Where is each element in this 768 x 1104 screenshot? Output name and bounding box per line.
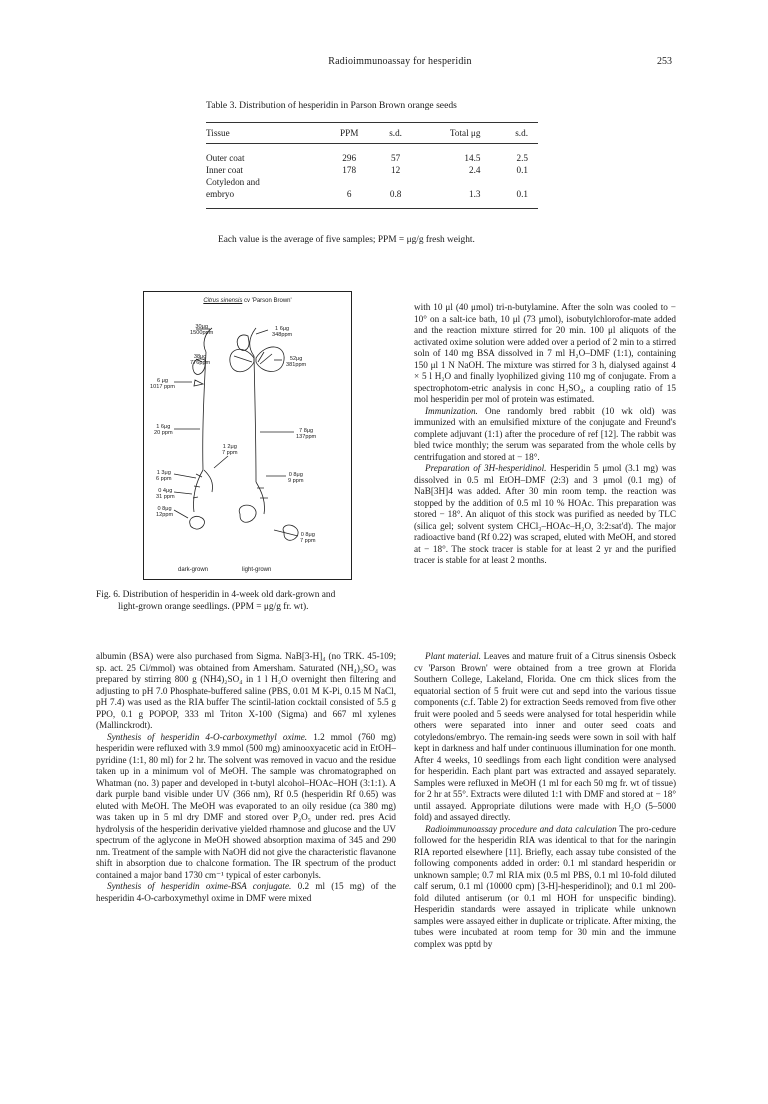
dark-root bbox=[193, 470, 203, 512]
sd2-cell: 2.5 bbox=[516, 153, 528, 163]
paragraph-ria-procedure bbox=[414, 824, 676, 951]
leader-line bbox=[174, 510, 188, 518]
label-dark-upper-leaf bbox=[190, 354, 210, 366]
label-ppm: 7 ppm bbox=[300, 538, 316, 544]
paragraph-preparation bbox=[414, 463, 676, 567]
text-synthesis-oxime: 1.2 mmol (760 mg) hesperidin were refluxed with 3.9 mmol (500 mg) aminooxyacetic acid in EtOH–pyridine (1:1, 80 ml) for 2 hr. The solvent was removed in vacuo and the residue taken up in a minimum vol of MeOH. The sample was chromatographed on Whatman (no. 3) paper and developed in t-butyl alcohol–HOAc–HOH (3:1:1). A dark purple band visible under UV (366 nm), Rf 0.5 (hesperidin Rf 0.65) was eluted with MeOH. The MeOH was evaporated to an oily residue (ca 380 mg) was taken up in 5 ml dry DMF and stored over P₂O₅ under red. pres Acid hydrolysis of the hesperidin derivative yielded rhamnose and glucose and the UV spectrum of the aglycone in MeOH showed absorption maxima of 345 and 290 nm. Treatment of the sample with NaOH did not give the characteristic flavanone shift in absorption due to chalcone formation. The IR spectrum of the product contained a major band 1730 cm⁻¹ typical of ester carbonyls. bbox=[96, 731, 396, 880]
label-amount: 1 6μg bbox=[156, 424, 171, 430]
total-cell: 2.4 bbox=[468, 165, 481, 175]
right-column-bottom bbox=[414, 651, 676, 950]
label-ppm: 1500ppm bbox=[190, 330, 214, 336]
label-light-top bbox=[272, 326, 292, 338]
sd2-cell: 0.1 bbox=[516, 165, 528, 175]
ppm-cell: 6 bbox=[324, 188, 373, 209]
label-dark-stem-mid bbox=[154, 424, 173, 436]
leader-line bbox=[214, 456, 228, 468]
paragraph-conjugate-cont: with 10 μl (40 μmol) tri-n-butylamine. After the soln was cooled to − 10° on a salt-ice bath, 10 μl (73 μmol), isobutylchlorofor-mate added and the reaction mixture stirred for 20 min. 100 μl aliquots of the activated oxime solution were added over a period of 2 min to a stirred soln of 140 mg BSA dissolved in 7 ml H₂O–DMF (1:1), containing 150 μl 1 N NaOH. The mixture was stirred for 3 h, dialysed against 4 × 5 l H₂O and finally lyophilized giving 110 mg of conjugate. From a spectrophotom-etric analysis in conc H₂SO₄, a coupling ratio of 15 mol hesperidin per mol of protein was estimated. bbox=[414, 302, 676, 404]
ppm-cell bbox=[324, 176, 373, 188]
label-amount: 38μg bbox=[193, 354, 207, 360]
sd2-cell bbox=[488, 176, 538, 188]
light-leaf-left bbox=[230, 349, 254, 371]
heading-ria-procedure: Radioimmunoassay procedure and data calculation bbox=[425, 823, 617, 834]
right-column-top bbox=[414, 302, 676, 567]
table-caption: Table 3. Distribution of hesperidin in Parson Brown orange seeds bbox=[206, 100, 457, 111]
label-dark-seed bbox=[156, 506, 173, 518]
light-stem bbox=[254, 356, 256, 482]
total-cell: 1.3 bbox=[417, 188, 488, 209]
label-light-stem bbox=[296, 428, 316, 440]
table-row bbox=[206, 176, 538, 188]
ppm-cell: 178 bbox=[342, 165, 357, 175]
sd2-cell: 0.1 bbox=[488, 188, 538, 209]
label-amount: 1 6μg bbox=[275, 326, 290, 332]
label-amount: 7 8μg bbox=[299, 428, 314, 434]
figure-title-cultivar: cv 'Parson Brown' bbox=[244, 298, 292, 304]
paragraph-materials: albumin (BSA) were also purchased from Sigma. NaB[3-H]₄ (no TRK. 45-109; sp. act. 25 Ci/mmol) was obtained from Amersham. Saturated (NH₄)₂SO₄ was prepared by stirring 800 g (NH4)₂SO₄ in 1 l H₂O overnight then filtering and adjusting to pH 7.0 Phosphate-buffered saline (PBS, 0.01 M K-Pi, 0.15 M NaCl, pH 7.4) was used as the RIA buffer The scintil-lation cocktail consisted of 5.5 g PPO, 0.1 g POPOP, 333 ml Triton X-100 (Sigma) and 667 ml xylenes (Mallinckrodt). bbox=[96, 651, 396, 730]
tissue-cell: Outer coat bbox=[206, 153, 245, 163]
label-ppm: 348ppm bbox=[272, 332, 293, 338]
label-ppm: 9 ppm bbox=[288, 478, 304, 484]
label-dark-top bbox=[190, 324, 213, 336]
heading-synthesis-conjugate: Synthesis of hesperidin oxime-BSA conjugate. bbox=[107, 881, 292, 891]
label-amount: 0 8μg bbox=[300, 532, 315, 538]
left-column bbox=[96, 651, 396, 904]
label-amount: 0 8μg bbox=[157, 506, 172, 512]
light-leaf-right bbox=[256, 347, 284, 372]
label-amount: 1 3μg bbox=[156, 470, 171, 476]
figure-caption-line1: Fig. 6. Distribution of hesperidin in 4-week old dark-grown and bbox=[96, 590, 336, 600]
sd-cell: 0.8 bbox=[374, 188, 417, 209]
dark-stem bbox=[203, 352, 206, 470]
table-row bbox=[206, 144, 538, 165]
table-row bbox=[206, 164, 538, 176]
leader-line bbox=[274, 530, 298, 536]
label-ppm: 12ppm bbox=[156, 512, 174, 518]
label-dark-stem-upper bbox=[150, 378, 175, 390]
leader-line bbox=[174, 474, 196, 478]
paragraph-synthesis-conjugate bbox=[96, 881, 396, 904]
label-light-leaf bbox=[286, 356, 306, 368]
label-dark-root-top bbox=[156, 470, 172, 482]
table-row bbox=[206, 188, 538, 209]
label-dark-grown: dark-grown bbox=[178, 567, 209, 573]
distribution-table bbox=[206, 122, 538, 209]
label-dark-root-mid bbox=[156, 488, 175, 500]
sd-cell: 57 bbox=[391, 153, 401, 163]
dark-root-branch bbox=[204, 470, 213, 492]
light-leaf-veins bbox=[234, 352, 272, 364]
heading-synthesis-oxime: Synthesis of hesperidin 4-O-carboxymethyl oxime. bbox=[107, 731, 308, 742]
col-header: Tissue bbox=[206, 123, 324, 144]
figure-seedlings bbox=[143, 291, 352, 580]
page-number: 253 bbox=[657, 56, 672, 67]
col-header: s.d. bbox=[488, 123, 538, 144]
table-footnote: Each value is the average of five samples; PPM = μg/g fresh weight. bbox=[218, 235, 475, 245]
tissue-cell: Inner coat bbox=[206, 165, 243, 175]
col-header: PPM bbox=[324, 123, 373, 144]
label-light-root bbox=[288, 472, 304, 484]
label-ppm: 381ppm bbox=[286, 362, 307, 368]
running-title: Radioimmunoassay for hesperidin bbox=[328, 56, 472, 67]
tissue-cell: embryo bbox=[206, 188, 324, 209]
col-header: s.d. bbox=[374, 123, 417, 144]
figure-caption bbox=[96, 589, 396, 613]
heading-immunization: Immunization. bbox=[425, 405, 478, 416]
label-ppm: 1017 ppm bbox=[150, 384, 175, 390]
label-amount: 6 μg bbox=[156, 378, 168, 384]
figure-title-species: Citrus sinensis bbox=[203, 298, 243, 304]
paragraph-immunization bbox=[414, 406, 676, 464]
text-preparation: Hesperidin 5 μmol (3.1 mg) was dissolved in 0.5 ml EtOH–DMF (2:3) and 3 μmol (0.1 mg) of NaB[3H]4 was added. After 30 min room temp. the reaction was stopped by the addition of 0.5 ml 10 % HOAc. This preparation was stored − 18°. An aliquot of this stock was purified as needed by TLC (silica gel; solvent system CHCl₃–HOAc–H₂O, 3:2:sat'd). The major radioactive band (Rf 0.22) was scraped, eluted with MeOH, and stored at − 18°. The stock tracer is stable for at least 2 yr and the purified tracer is stable for at least 2 months. bbox=[414, 463, 676, 565]
tissue-cell: Cotyledon and bbox=[206, 177, 260, 187]
light-shoot-tip bbox=[250, 328, 256, 356]
heading-preparation: Preparation of 3H-hesperidinol. bbox=[425, 463, 547, 473]
text-synthesis-conjugate: 0.2 ml (15 mg) of the hesperidin 4-O-carboxymethyl oxime in DMF were mixed bbox=[96, 881, 396, 903]
leader-line bbox=[174, 492, 192, 494]
text-immunization: One randomly bred rabbit (10 wk old) was immunized with an emulsified mixture of the conjugate and Freund's complete adjuvant (1:1) after the procedure of ref [12]. The rabbit was bled twice monthly; the serum was separated from the whole cells by centrifugation and stored at − 18°. bbox=[414, 405, 676, 462]
label-amount: 52μg bbox=[289, 356, 303, 362]
label-ppm: 31 ppm bbox=[156, 494, 175, 500]
label-light-grown: light-grown bbox=[242, 567, 272, 573]
label-ppm: 20 ppm bbox=[154, 430, 173, 436]
label-ppm: 137ppm bbox=[296, 434, 317, 440]
dark-seed bbox=[190, 516, 205, 529]
total-cell: 14.5 bbox=[464, 153, 481, 163]
paragraph-synthesis-oxime bbox=[96, 732, 396, 882]
label-amount: 30μg bbox=[195, 324, 208, 330]
dark-small-leaf bbox=[194, 380, 203, 386]
table-header-row bbox=[206, 123, 538, 144]
sd-cell: 12 bbox=[391, 165, 401, 175]
label-light-seed bbox=[300, 532, 316, 544]
text-ria-procedure: The pro-cedure followed for the hesperidin RIA was identical to that for the naringin RIA reported elsewhere [11]. Briefly, each assay tube consisted of the following components added in order: 0.1 ml standard hesperidin or unknown sample; 0.7 ml RIA mix (0.5 ml PBS, 0.1 ml 10-fold diluted calf serum, 0.1 ml (10000 cpm) [3-H]-hesperidinol); and 0.1 ml 200-fold diluted antiserum (or 0.1 ml HOH for unspecific binding). Hesperidin standards were assayed in triplicate while unknown samples were assayed either in duplicate or triplicate. After mixing, the tubes were incubated at room temp for 30 min and the immune complex was pptd by bbox=[414, 823, 676, 949]
total-cell bbox=[417, 176, 488, 188]
sd-cell bbox=[374, 176, 417, 188]
heading-plant-material: Plant material. bbox=[425, 651, 481, 661]
paragraph-plant-material bbox=[414, 651, 676, 824]
figure-caption-line2: light-grown orange seedlings. (PPM = μg/g fr. wt). bbox=[118, 602, 309, 612]
label-ppm: 6 ppm bbox=[156, 476, 172, 482]
label-ppm: 7 ppm bbox=[222, 450, 238, 456]
text-plant-material: Leaves and mature fruit of a Citrus sinensis Osbeck cv 'Parson Brown' were obtained from a tree grown at Florida Southern College, Lakeland, Florida. One cm thick slices from the equatorial section of 5 fruit were cut and sepd into the various tissue components (c.f. Table 2) for extraction Seeds removed from five other fruit were pooled and 5 seeds were analysed for total hesperidin while others were separated into inner and outer seed coats and cotyledons/embryo. The remain-ing seeds were sown in soil with half kept in darkness and half under continuous illumination for one month. After 4 weeks, 10 seedlings from each light condition were analysed for hesperidin. Each plant part was extracted and assayed separately. Samples were refluxed in MeOH (1 ml for each 50 mg fr. wt of tissue) for 2 hr at 55°. Extracts were diluted 1:1 with DMF and stored at − 18° until assayed. Appropriate dilutions were made with H₂O (5–5000 fold) and assayed directly. bbox=[414, 651, 677, 822]
label-amount: 0 8μg bbox=[288, 472, 303, 478]
leader-line bbox=[256, 330, 268, 334]
ppm-cell: 296 bbox=[342, 153, 357, 163]
label-ppm: 776ppm bbox=[190, 360, 211, 366]
light-seed bbox=[239, 505, 256, 522]
seedlings-drawing bbox=[144, 292, 351, 579]
light-top-leaf bbox=[237, 335, 249, 351]
label-amount: 0 4μg bbox=[158, 488, 173, 494]
label-amount: 1 2μg bbox=[222, 444, 237, 450]
label-center bbox=[222, 444, 238, 456]
col-header: Total μg bbox=[417, 123, 488, 144]
